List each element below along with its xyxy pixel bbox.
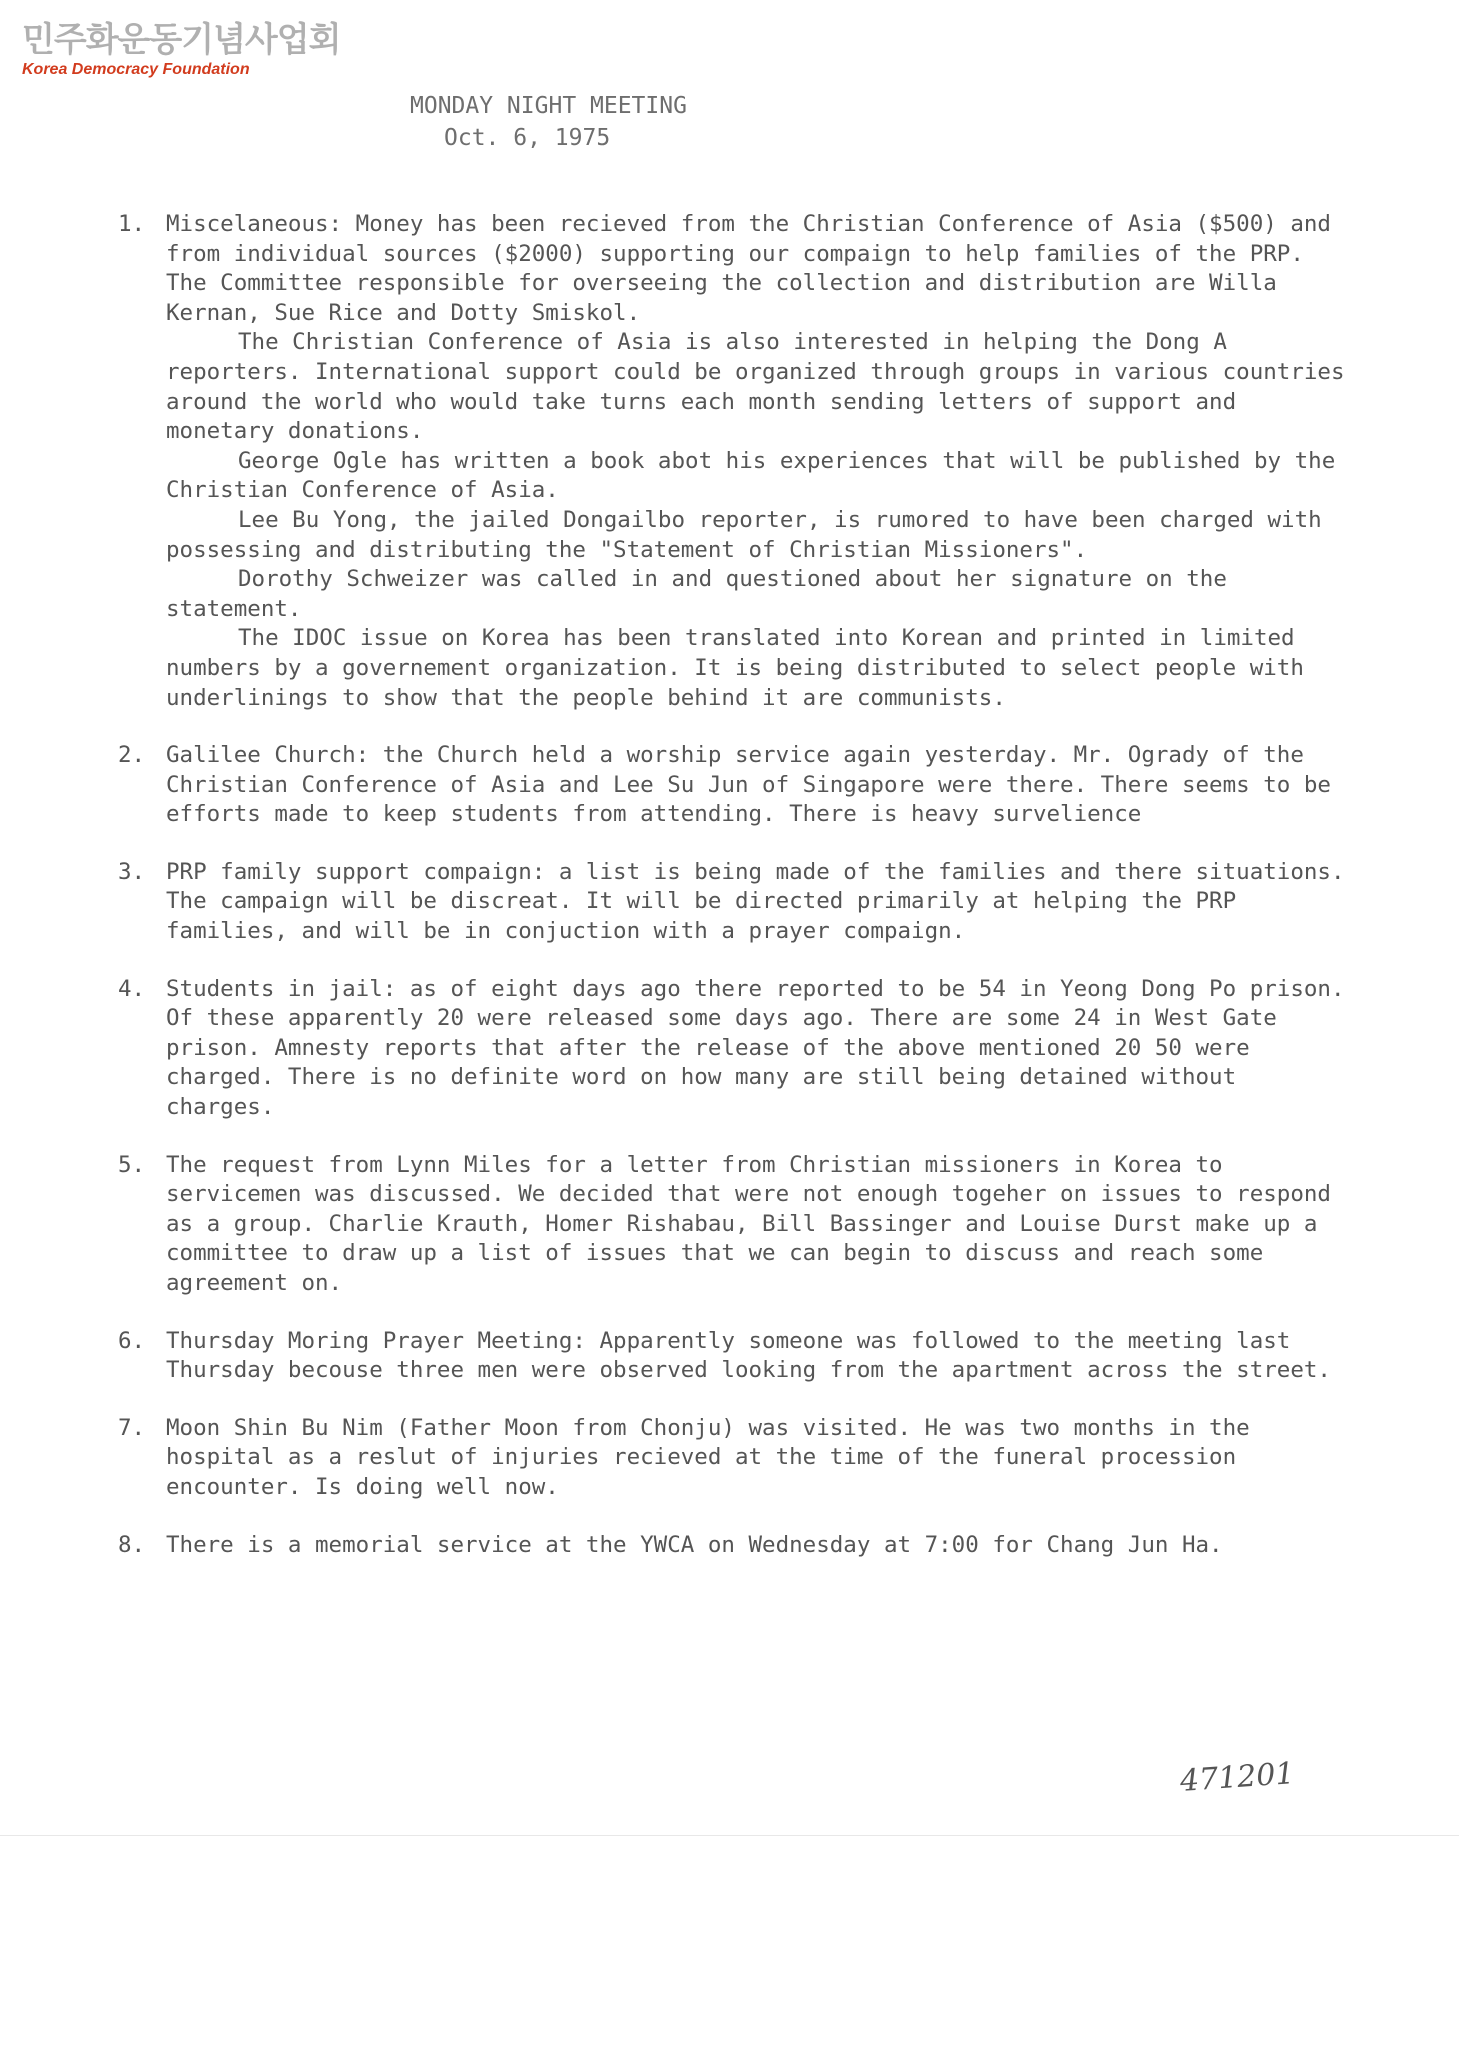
item-number: 7.: [118, 1414, 146, 1441]
item-number: 5.: [118, 1151, 146, 1178]
item-number: 8.: [118, 1531, 146, 1558]
watermark-logo: [22, 20, 340, 80]
item-number: 6.: [118, 1327, 146, 1354]
handwritten-archive-number: 471201: [1178, 1756, 1296, 1799]
item-number: 3.: [118, 858, 146, 885]
item-paragraph: Miscelaneous: Money has been recieved from the Christian Conference of Asia ($500) and from individual sources ($2000) supporting our compaign to help families of the PRP. The Committee responsible for overseeing the collection and distribution are Willa Kernan, Sue Rice and Dotty Smiskol.: [166, 211, 1331, 326]
item-paragraph: The request from Lynn Miles for a letter from Christian missioners in Korea to servicemen was discussed. We decided that were not enough togeher on issues to respond as a group. Charlie Krauth, Homer Rishabau, Bill Bassinger and Louise Durst make up a committee to draw up a list of issues that we can begin to discuss and reach some agreement on.: [166, 1151, 1331, 1296]
item-paragraph: Thursday Moring Prayer Meeting: Apparently someone was followed to the meeting last Thursday becouse three men were observed looking from the apartment across the street.: [166, 1327, 1331, 1384]
item-paragraph: Dorothy Schweizer was called in and questioned about her signature on the statement.: [166, 566, 1227, 622]
meeting-item: [118, 858, 1358, 947]
meeting-item: [118, 975, 1358, 1123]
meeting-item: [118, 741, 1358, 830]
item-paragraph: The Christian Conference of Asia is also interested in helping the Dong A reporters. International support could be organized through groups in various countries around the world who would take turns each month sending letters of support and monetary donations.: [166, 329, 1345, 445]
watermark-english-text: Korea Democracy Foundation: [22, 61, 250, 78]
item-paragraph: PRP family support compaign: a list is being made of the families and there situations. The campaign will be discreat. It will be directed primarily at helping the PRP families, and will be in conjuction with a prayer compaign.: [166, 858, 1345, 945]
meeting-item: [118, 1531, 1358, 1561]
document-title: MONDAY NIGHT MEETING: [410, 93, 687, 119]
meeting-item: [118, 1151, 1358, 1299]
meeting-item: [118, 1327, 1358, 1386]
item-number: 2.: [118, 742, 146, 769]
meeting-item: [118, 1414, 1358, 1503]
item-paragraph: Moon Shin Bu Nim (Father Moon from Chonju) was visited. He was two months in the hospital as a reslut of injuries recieved at the time of the funeral procession encounter. Is doing well now.: [166, 1414, 1250, 1500]
document-date: Oct. 6, 1975: [444, 125, 611, 151]
item-paragraph: The IDOC issue on Korea has been translated into Korean and printed in limited numbers by a governement organization. It is being distributed to select people with underlinings to show that the people behind it are communists.: [166, 625, 1304, 711]
item-paragraph: George Ogle has written a book abot his experiences that will be published by the Christian Conference of Asia.: [166, 447, 1336, 504]
item-paragraph: Galilee Church: the Church held a worship service again yesterday. Mr. Ogrady of the Christian Conference of Asia and Lee Su Jun of Singapore were there. There seems to be efforts made to keep students from attending. There is heavy survelience: [166, 742, 1331, 828]
item-number: 4.: [118, 975, 146, 1002]
page-bottom-edge: [0, 1835, 1459, 1836]
meeting-items-list: [118, 210, 1358, 1588]
meeting-item: [118, 210, 1358, 713]
item-paragraph: There is a memorial service at the YWCA on Wednesday at 7:00 for Chang Jun Ha.: [166, 1531, 1223, 1558]
document-header: [410, 90, 687, 154]
item-paragraph: Students in jail: as of eight days ago there reported to be 54 in Yeong Dong Po prison. Of these apparently 20 were released some days ago. There are some 24 in West Gate prison. Amnesty reports that after the release of the above mentioned 20 50 were charged. There is no definite word on how many are still being detained without charges.: [166, 975, 1345, 1121]
watermark-korean-text: 민주화운동기념사업회: [22, 20, 341, 60]
item-number: 1.: [118, 211, 146, 237]
item-paragraph: Lee Bu Yong, the jailed Dongailbo reporter, is rumored to have been charged with possessing and distributing the "Statement of Christian Missioners".: [166, 506, 1322, 563]
